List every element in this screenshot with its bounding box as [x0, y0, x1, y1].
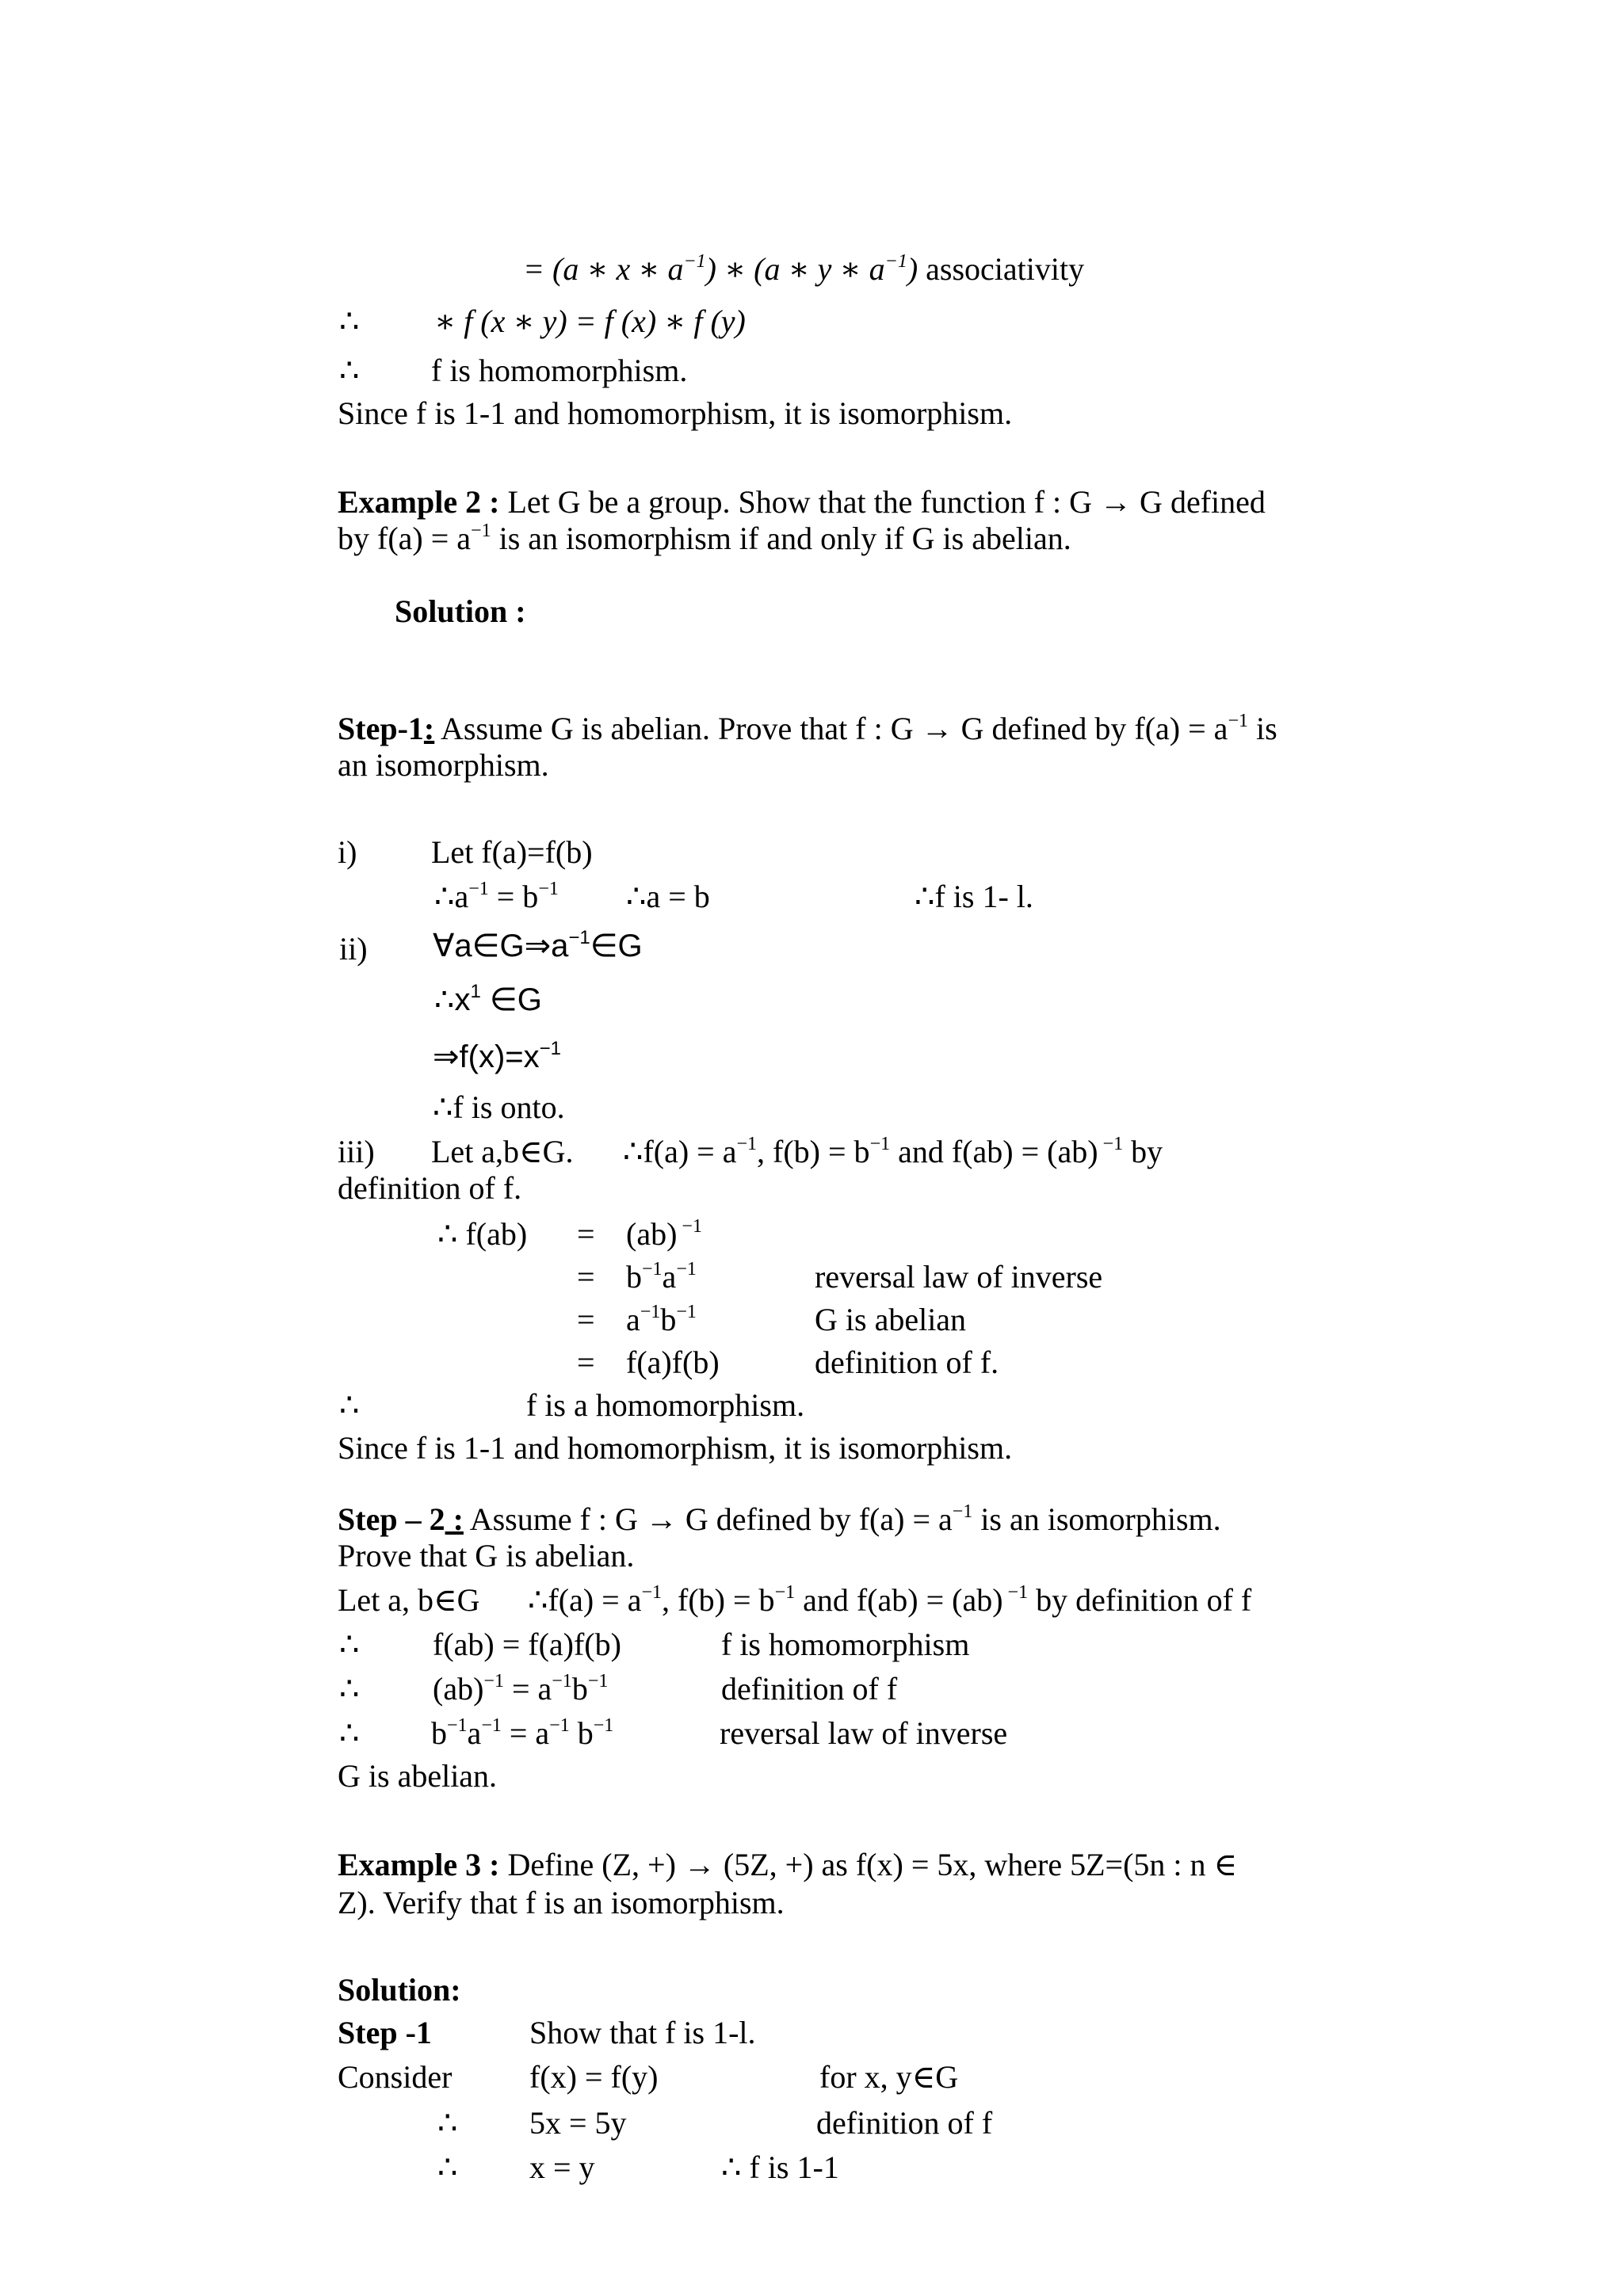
row-eq: f(ab) = f(a)f(b) [433, 1627, 621, 1662]
step2-statement-line1: Step – 2 : Assume f : G → G defined by $f(a) = a^{-1}$ is an isomorphism. [338, 1501, 1221, 1537]
item-label: ii) [339, 931, 368, 967]
row-eq: $(ab)^{-1} = a^{-1}b^{-1}$ [433, 1670, 609, 1707]
let-line: ∴f(a) = $a^{-1}$, $f(b) = b^{-1}$ and f(ab) = (ab) $^{-1}$ by definition of f [528, 1581, 1252, 1618]
solution-heading: Solution: [338, 1972, 461, 2008]
item-text: definition of f. [338, 1170, 522, 1206]
example-heading: Example 3 : [338, 1847, 500, 1882]
item-conclusion: ∴f is onto. [433, 1089, 565, 1125]
calc-eq: = [577, 1344, 595, 1380]
item-text: $\therefore a^{-1} = b^{-1}$ [434, 878, 559, 914]
therefore-symbol: ∴ [339, 303, 360, 339]
row-eq: $b^{-1}a^{-1} = a^{-1}$ $b^{-1}$ [431, 1714, 614, 1751]
step1-statement-line1: Step-1: Assume G is abelian. Prove that f : G → G defined by $f(a) = a^{-1}$ is [338, 710, 1277, 746]
item-label: i) [338, 834, 357, 870]
example3-statement-line1: Example 3 : Define (Z, +) → (5Z, +) as f(x) = 5x, where 5Z=(5n : n ∈ [338, 1847, 1238, 1882]
calc-lhs: ∴ f(ab) [437, 1216, 528, 1252]
calc-reason: reversal law of inverse [815, 1259, 1103, 1295]
conclusion: Since f is 1-1 and homomorphism, it is isomorphism. [338, 395, 1013, 431]
therefore-symbol: ∴ [339, 1627, 360, 1662]
calc-eq: = [577, 1216, 595, 1252]
calc-reason: definition of f. [815, 1344, 999, 1380]
therefore-symbol: ∴ [339, 1715, 360, 1751]
step-heading: Step – 2 [338, 1501, 445, 1537]
consider-label: Consider [338, 2059, 453, 2095]
item-text: ∴a = b [626, 879, 710, 914]
homomorphism-equation: ∗ f (x ∗ y) = f (x) ∗ f (y) [434, 303, 746, 339]
item-text: Let f(a)=f(b) [431, 834, 593, 870]
therefore-symbol: ∴ [339, 1671, 360, 1707]
step-text: Show that f is 1-l. [529, 2015, 756, 2050]
calc-rhs: f(a)f(b) [626, 1344, 720, 1380]
calc-rhs: $a^{-1}b^{-1}$ [626, 1301, 697, 1337]
therefore-symbol: ∴ [437, 2105, 458, 2141]
row-eq: x = y [529, 2149, 595, 2185]
step1-statement-line2: an isomorphism. [338, 747, 549, 783]
reason-label: associativity [926, 251, 1085, 287]
example-heading: Example 2 : [338, 484, 500, 520]
item-conclusion: ∴f is 1- l. [915, 879, 1033, 914]
row-reason: definition of f [816, 2105, 993, 2141]
step2-statement-line2: Prove that G is abelian. [338, 1538, 635, 1573]
math-line: $\Rightarrow f(x)=x^{-1}$ [433, 1037, 562, 1074]
math-line: $\forall a\in G\Rightarrow a^{-1}\in G$ [433, 926, 643, 963]
statement: f is homomorphism. [431, 353, 688, 388]
item-text: Let a,b∈G. [431, 1134, 574, 1169]
calc-rhs: (ab) $^{-1}$ [626, 1215, 702, 1252]
row-reason: reversal law of inverse [720, 1715, 1008, 1751]
example2-statement-line2: by $f(a) = a^{-1}$ is an isomorphism if and only if G is abelian. [338, 520, 1071, 556]
step-heading: Step -1 [338, 2015, 432, 2050]
therefore-symbol: ∴ [437, 2149, 458, 2185]
therefore-symbol: ∴ [339, 353, 360, 388]
calc-eq: = [577, 1259, 595, 1295]
row-reason: definition of f [721, 1671, 898, 1707]
conclusion: Since f is 1-1 and homomorphism, it is isomorphism. [338, 1430, 1013, 1466]
row-eq: 5x = 5y [529, 2105, 627, 2141]
associativity-line [523, 250, 1084, 288]
row-reason: ∴ f is 1-1 [721, 2149, 839, 2185]
therefore-symbol: ∴ [339, 1387, 360, 1423]
math-line: $\therefore x^1$ ∈G [434, 980, 542, 1017]
row-reason: for x, y∈G [819, 2059, 959, 2095]
calc-eq: = [577, 1302, 595, 1337]
example3-statement-line2: Z). Verify that f is an isomorphism. [338, 1885, 785, 1920]
row-eq: f(x) = f(y) [529, 2059, 659, 2095]
solution-heading: Solution : [395, 593, 526, 629]
let-line: Let a, b∈G [338, 1582, 480, 1618]
example2-statement-line1: Example 2 : Let G be a group. Show that the function f : G → G defined [338, 484, 1266, 520]
row-reason: f is homomorphism [721, 1627, 970, 1662]
item-text: ∴f(a) = $a^{-1}$, $f(b) = b^{-1}$ and f(ab) = (ab) $^{-1}$ by [623, 1133, 1163, 1169]
equation: = (a ∗ x ∗ $a^{-1}$) ∗ (a ∗ y ∗ $a^{-1}$) [523, 250, 918, 287]
step-heading: Step-1 [338, 711, 424, 746]
conclusion: G is abelian. [338, 1758, 498, 1794]
statement: f is a homomorphism. [526, 1387, 805, 1423]
item-label: iii) [338, 1134, 375, 1169]
calc-rhs: $b^{-1}a^{-1}$ [626, 1258, 697, 1295]
calc-reason: G is abelian [815, 1302, 967, 1337]
